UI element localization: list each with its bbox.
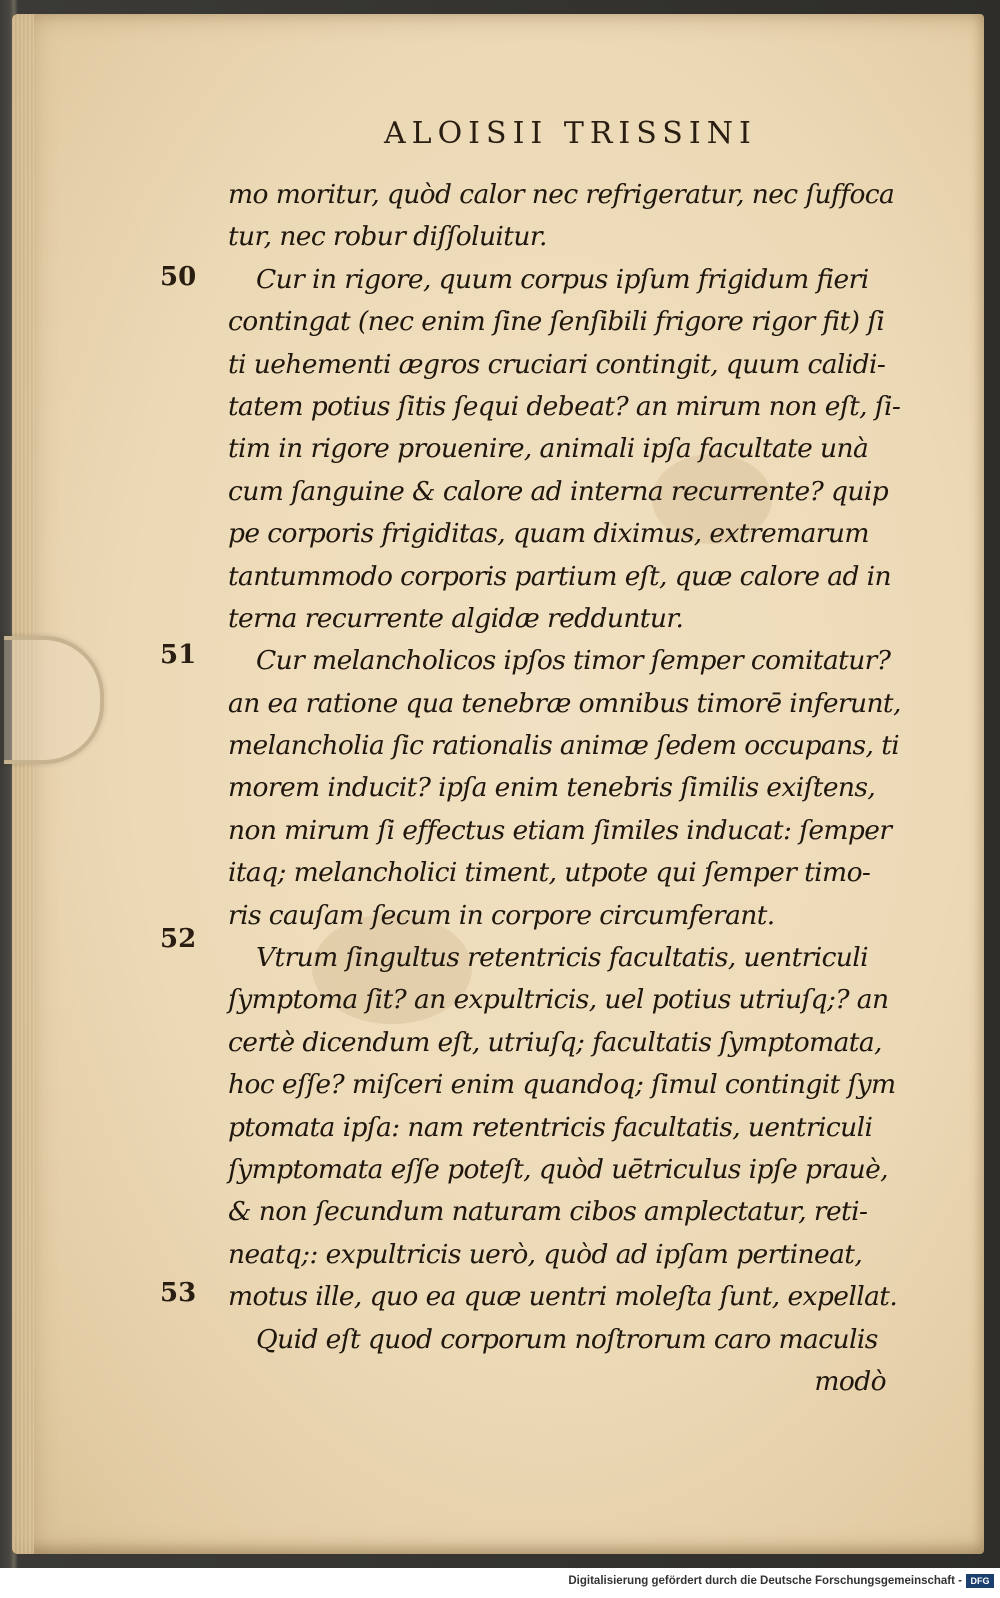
text-line: contingat (nec enim ſine ſenſibili frigore rigor fit) ſi	[228, 306, 885, 338]
text-line: morem inducit? ipſa enim tenebris ſimilis exiſtens,	[228, 772, 876, 804]
text-line: ptomata ipſa: nam retentricis facultatis, uentriculi	[228, 1111, 873, 1143]
text-line: ris cauſam ſecum in corpore circumferant.	[228, 899, 775, 931]
text-line: Vtrum ſingultus retentricis facultatis, uentriculi	[256, 942, 869, 974]
text-line: motus ille, quo ea quæ uentri moleſta ſunt, expellat.	[228, 1281, 898, 1313]
text-line: mo moritur, quòd calor nec refrigeratur, nec ſuffoca	[228, 179, 895, 210]
dfg-logo: DFG	[966, 1574, 994, 1588]
text-line: ſymptomata eſſe poteſt, quòd uētriculus ipſe prauè,	[228, 1153, 888, 1185]
text-line: certè dicendum eſt, utriuſq; facultatis ſymptomata,	[228, 1026, 882, 1058]
text-line: terna recurrente algidæ redduntur.	[228, 602, 684, 634]
text-line: tur, nec robur diſſoluitur.	[228, 221, 547, 253]
text-line: an ea ratione qua tenebræ omnibus timorē inferunt,	[228, 687, 901, 719]
text-line: & non ſecundum naturam cibos amplectatur, reti-	[228, 1196, 868, 1228]
catchword: modò	[814, 1365, 886, 1397]
text-line: tantummodo corporis partium eſt, quæ calore ad in	[228, 560, 892, 592]
text-line: itaq; melancholici timent, utpote qui ſemper timo-	[228, 857, 871, 889]
text-line: ti uehementi ægros cruciari contingit, quum calidi-	[228, 348, 886, 380]
text-line: tim in rigore prouenire, animali ipſa facultate unà	[228, 433, 869, 465]
text-line: neatq;: expultricis uerò, quòd ad ipſam pertineat,	[228, 1238, 863, 1270]
margin-number-50: 50	[160, 262, 197, 292]
text-line: Quid eſt quod corporum noſtrorum caro maculis	[256, 1323, 878, 1355]
page-edge	[12, 14, 34, 1554]
funding-credit: Digitalisierung gefördert durch die Deutsche Forschungsgemeinschaft -	[568, 1575, 962, 1587]
text-line: Cur in rigore, quum corpus ipſum frigidum fieri	[256, 263, 869, 295]
page-clip	[4, 636, 104, 764]
text-line: Cur melancholicos ipſos timor ſemper comitatur?	[256, 645, 891, 677]
text-line: cum ſanguine & calore ad interna recurrente? quip	[228, 475, 889, 507]
text-line: hoc eſſe? miſceri enim quandoq; ſimul contingit ſym	[228, 1069, 896, 1101]
text-line: tatem potius ſitis ſequi debeat? an mirum non eſt, ſi-	[228, 390, 901, 422]
text-line: pe corporis frigiditas, quam diximus, extremarum	[228, 518, 869, 550]
text-line: non mirum ſi effectus etiam ſimiles inducat: ſemper	[228, 814, 892, 846]
margin-number-53: 53	[160, 1278, 197, 1308]
text-line: ſymptoma ſit? an expultricis, uel potius utriuſq;? an	[228, 984, 889, 1016]
body-text	[228, 174, 901, 1403]
running-head: ALOISII TRISSINI	[384, 116, 757, 151]
margin-number-52: 52	[160, 924, 197, 954]
margin-number-51: 51	[160, 640, 197, 670]
text-line: melancholia ſic rationalis animæ ſedem occupans, ti	[228, 730, 900, 762]
digitization-footer	[0, 1568, 1000, 1598]
